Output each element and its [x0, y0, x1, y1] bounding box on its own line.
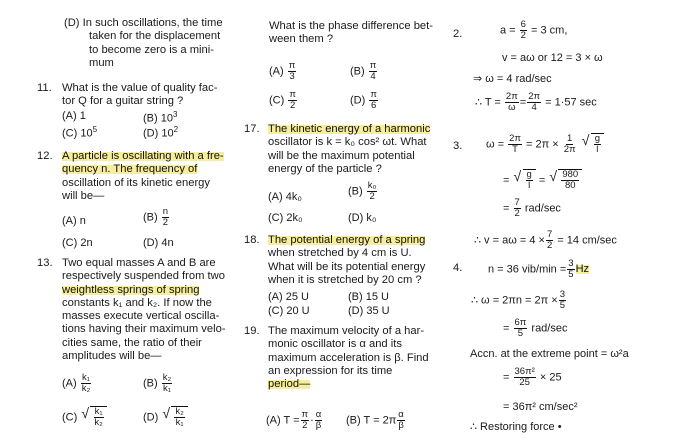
math-text: ∴ v = aω = 4 ×: [474, 234, 545, 247]
fraction: [174, 407, 184, 428]
option-text: (C): [269, 94, 285, 107]
option-c: [62, 406, 107, 428]
denominator: 6: [370, 100, 377, 111]
fraction: [559, 290, 566, 311]
dot-operator: ·: [310, 414, 314, 427]
numerator: π: [288, 60, 296, 71]
question-13: [62, 257, 226, 363]
text-line: [62, 163, 224, 176]
math-text: =: [503, 174, 510, 187]
square-root: [591, 133, 604, 155]
option-d: (D) 4n: [143, 237, 174, 249]
text-line: [268, 378, 429, 391]
numerator: α: [315, 409, 322, 420]
text-line: tor Q for a guitar string ?: [62, 95, 184, 108]
fraction: [162, 373, 172, 394]
math-text: =: [503, 322, 510, 335]
numerator: k₂: [162, 372, 172, 383]
q16-continuation: [269, 20, 433, 47]
text-line: constants k₁ and k₂. If now the: [62, 296, 212, 309]
fraction: [514, 367, 536, 388]
text-line: [62, 284, 226, 297]
text-line: (D) In such oscillations, the time: [64, 17, 223, 29]
math-text: =: [503, 371, 510, 384]
numerator: π: [301, 409, 309, 420]
option-b: [143, 110, 177, 125]
fraction: [514, 198, 521, 219]
text-line: maximum acceleration is β. Find: [268, 351, 429, 364]
math-text: rad/sec: [524, 202, 561, 215]
fraction: [288, 61, 297, 82]
numerator: 7: [546, 229, 553, 240]
option-d: [350, 90, 379, 111]
denominator: β: [315, 420, 322, 431]
text-line: What will be its potential energy: [268, 260, 426, 273]
math-text: =: [503, 202, 510, 215]
numerator: 3: [568, 258, 574, 269]
option-b: [143, 373, 173, 394]
text-line: [268, 123, 430, 136]
solution-line: [471, 290, 567, 311]
numerator: 1: [567, 133, 573, 144]
denominator: k₂: [81, 383, 91, 394]
highlighted-text: The potential energy of a spring: [268, 234, 426, 246]
option-text: (B): [350, 65, 365, 78]
solution-line: [503, 318, 567, 339]
denominator: 2: [162, 217, 169, 228]
denominator: 2: [520, 30, 526, 41]
denominator: l: [528, 180, 531, 191]
option-a: (A) 25 U: [268, 291, 309, 303]
fraction: [563, 134, 577, 155]
fraction: [315, 410, 323, 431]
numerator: π: [370, 89, 377, 100]
option-b: [348, 181, 378, 202]
exponent: 3: [172, 110, 178, 119]
text-line: an expression for its time: [268, 364, 393, 377]
text-line: when it is stretched by 20 cm ?: [268, 273, 422, 286]
numerator: √ 980: [562, 169, 579, 180]
solution-line: v = aω or 12 = 3 × ω: [502, 52, 603, 64]
option-text: (B): [143, 211, 158, 224]
numerator: 6: [520, 19, 526, 30]
fraction: [369, 90, 378, 111]
highlighted-text: A particle is oscillating with a fre-: [62, 150, 224, 162]
denominator: T: [512, 144, 518, 155]
option-c: [62, 125, 97, 140]
text-line: taken for the displacement: [89, 30, 221, 43]
solution-line: Accn. at the extreme point = ω²a: [470, 348, 629, 360]
fraction: [527, 92, 541, 113]
fraction: [514, 318, 528, 339]
fraction: [81, 373, 91, 394]
numerator: 7: [514, 197, 520, 208]
fraction: [288, 90, 297, 111]
text-line: cities same, the ratio of their: [62, 336, 202, 349]
fraction: [594, 134, 601, 155]
math-text: a =: [500, 24, 516, 37]
square-root: [523, 169, 536, 191]
math-text: = 2π ×: [526, 138, 559, 151]
math-text: = 1·57 sec: [545, 96, 597, 109]
denominator: 4: [370, 71, 376, 82]
text-line: ween them ?: [269, 33, 334, 46]
fraction: [162, 207, 169, 228]
option-a: (A) n: [62, 215, 86, 227]
denominator: 4: [531, 102, 537, 113]
solution-line: ∴ Restoring force •: [470, 421, 562, 433]
fraction: [367, 181, 378, 202]
solution-line: [474, 230, 617, 251]
option-b: [143, 207, 170, 228]
denominator: 2: [289, 100, 296, 111]
text-line: energy of the particle ?: [268, 162, 382, 175]
denominator: 5: [559, 300, 566, 311]
text-line: will be the maximum potential: [268, 149, 415, 162]
question-number: 12.: [37, 150, 53, 162]
text-line: oscillation of its kinetic energy: [62, 176, 210, 189]
solution-number: 2.: [453, 28, 463, 40]
text-line: amplitudes will be—: [62, 350, 162, 363]
question-17: [268, 123, 430, 176]
option-text: (B) T = 2π: [346, 414, 397, 427]
question-12: [62, 150, 224, 203]
numerator: √ g: [526, 169, 532, 180]
option-a: [266, 410, 323, 431]
option-text: (C): [62, 411, 78, 424]
fraction: [397, 410, 405, 431]
option-c: [269, 90, 298, 111]
text-line: will be—: [62, 189, 105, 202]
square-root: [90, 406, 106, 428]
numerator: 2π: [528, 91, 541, 102]
text-line: when stretched by 4 cm is U.: [268, 247, 412, 260]
text-line: mum: [89, 56, 114, 69]
denominator: k₁: [162, 383, 171, 394]
math-text: × 25: [539, 371, 562, 384]
option-a: [62, 373, 92, 394]
text-line: What is the phase difference bet-: [269, 20, 433, 32]
numerator: √ k₁: [94, 406, 103, 417]
solution-line: [486, 133, 604, 155]
text-line: masses execute vertical oscilla-: [62, 310, 220, 323]
solution-number: 3.: [453, 140, 463, 152]
fraction: [505, 92, 519, 113]
denominator: β: [398, 420, 404, 431]
text-line: oscillator is k = k₀ cos² ωt. What: [268, 136, 427, 149]
numerator: n: [162, 206, 169, 217]
square-root: [558, 169, 582, 191]
option-c: (C) 2n: [62, 237, 93, 249]
text-line: What is the value of quality fac-: [62, 82, 218, 94]
question-number: 17.: [244, 123, 260, 135]
option-text: (B) 10: [143, 112, 173, 125]
solution-line: [500, 20, 567, 41]
fraction: [561, 170, 579, 191]
exponent: 5: [92, 125, 98, 134]
text-line: monic oscillator is α and its: [268, 338, 402, 351]
numerator: k₀: [367, 180, 377, 191]
fraction: [520, 20, 527, 41]
option-text: (A): [269, 65, 284, 78]
option-b: [346, 410, 406, 431]
fraction: [508, 134, 522, 155]
option-d: [143, 125, 178, 140]
numerator: 3: [559, 289, 566, 300]
numerator: 36π²: [514, 366, 535, 377]
denominator: ω: [508, 102, 516, 113]
math-text: =: [519, 96, 527, 109]
option-text: (C) 10: [62, 127, 93, 140]
option-a: (A) 4k₀: [268, 191, 302, 203]
option-a: (A) 1: [62, 110, 86, 122]
denominator: 2: [302, 420, 308, 431]
option-text: (D): [350, 94, 366, 107]
text-line: The maximum velocity of a har-: [268, 325, 425, 337]
text-line: to become zero is a mini-: [89, 43, 214, 56]
denominator: 5: [568, 269, 574, 280]
solution-line: [488, 259, 589, 280]
fraction: [567, 259, 574, 280]
option-text: (A): [62, 377, 77, 390]
fraction: [526, 170, 533, 191]
option-text: (D): [143, 411, 159, 424]
question-number: 13.: [37, 257, 53, 269]
math-text: n = 36 vib/min =: [488, 263, 567, 276]
fraction: [546, 230, 553, 251]
numerator: 2π: [509, 133, 521, 144]
solution-line: [503, 169, 582, 191]
square-root: [171, 406, 187, 428]
highlighted-text: quency n. The frequency of: [62, 163, 198, 176]
denominator: k₁: [175, 417, 184, 428]
fraction: [93, 407, 103, 428]
option-text: (A) T =: [266, 414, 300, 427]
text-line: respectively suspended from two: [62, 270, 225, 283]
numerator: k₁: [81, 372, 90, 383]
option-b: [350, 61, 378, 82]
option-c: (C) 2k₀: [268, 212, 303, 224]
question-11: [62, 82, 217, 109]
numerator: α: [398, 409, 404, 420]
text-line: tions having their maximum velo-: [62, 323, 226, 336]
highlighted-text: weightless springs of spring: [62, 283, 200, 296]
q10-option-d: [64, 17, 223, 70]
option-d: [143, 406, 188, 428]
option-b: (B) 15 U: [348, 291, 389, 303]
solution-line: [475, 92, 597, 113]
denominator: 80: [565, 180, 576, 191]
highlighted-text: Hz: [575, 263, 590, 276]
math-text: = 3 cm,: [531, 24, 568, 37]
denominator: 2: [546, 240, 553, 251]
denominator: 2: [369, 191, 375, 202]
math-text: ∴ T =: [475, 96, 501, 109]
question-number: 19.: [244, 325, 260, 337]
numerator: 6π: [514, 317, 527, 328]
numerator: 2π: [505, 91, 518, 102]
math-text: =: [538, 174, 546, 187]
question-18: [268, 234, 425, 287]
question-number: 18.: [244, 234, 260, 246]
solution-line: [503, 367, 562, 388]
denominator: 3: [289, 71, 295, 82]
denominator: k₂: [94, 417, 103, 428]
text-line: [62, 150, 224, 163]
solution-line: [503, 198, 561, 219]
highlighted-text: The kinetic energy of a harmonic: [268, 123, 431, 135]
denominator: 25: [519, 377, 530, 388]
numerator: π: [289, 89, 296, 100]
denominator: 5: [517, 328, 524, 339]
solution-line: = 36π² cm/sec²: [503, 401, 578, 413]
math-text: rad/sec: [531, 322, 568, 335]
option-text: (D) 10: [143, 127, 174, 140]
text-line: [268, 234, 425, 247]
math-text: ω =: [486, 138, 505, 151]
denominator: 2: [514, 208, 520, 219]
option-d: (D) k₀: [348, 212, 377, 224]
option-text: (B): [348, 185, 363, 198]
solution-number: 4.: [453, 262, 463, 274]
fraction: [301, 410, 310, 431]
solution-line: ⇒ ω = 4 rad/sec: [473, 73, 552, 85]
fraction: [369, 61, 378, 82]
question-number: 11.: [37, 82, 52, 94]
question-19: [268, 325, 429, 391]
numerator: √ k₂: [175, 406, 184, 417]
numerator: √ g: [594, 133, 600, 144]
highlighted-text: period—: [268, 378, 311, 391]
denominator: l: [596, 144, 599, 155]
numerator: π: [369, 60, 377, 71]
option-text: (B): [143, 377, 158, 390]
option-d: (D) 35 U: [348, 305, 390, 317]
option-a: [269, 61, 297, 82]
exponent: 2: [173, 125, 179, 134]
denominator: 2π: [563, 144, 576, 155]
text-line: Two equal masses A and B are: [62, 257, 216, 269]
option-c: (C) 20 U: [268, 305, 310, 317]
math-text: ∴ ω = 2πn = 2π ×: [471, 294, 558, 307]
math-text: = 14 cm/sec: [557, 234, 617, 247]
